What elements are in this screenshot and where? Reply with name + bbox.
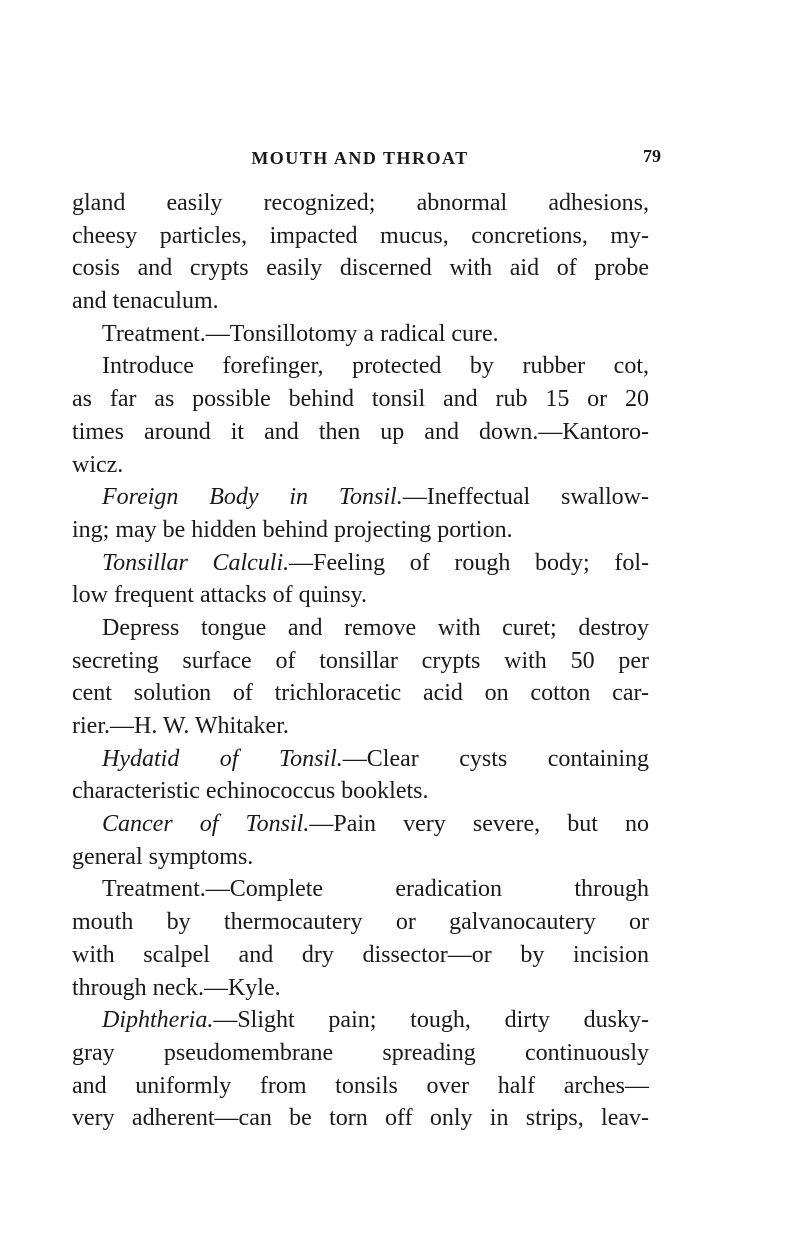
text-line: Treatment.—Complete eradication through [102, 876, 649, 903]
text-line: cent solution of trichloracetic acid on cotton car- [72, 680, 649, 707]
running-title: MOUTH AND THROAT [251, 148, 469, 168]
section-heading: Tonsillar Calculi. [102, 549, 290, 576]
text-line: gray pseudomembrane spreading continuously [72, 1039, 649, 1066]
section-heading: Hydatid of Tonsil. [102, 745, 343, 772]
section-heading: Diphtheria. [102, 1007, 214, 1034]
section-heading: Cancer of Tonsil. [102, 811, 310, 838]
text-line: times around it and then up and down.—Kantoro- [72, 418, 649, 445]
text-line: gland easily recognized; abnormal adhesions, [72, 190, 649, 216]
section-heading: Foreign Body in Tonsil. [102, 484, 403, 511]
text-line [72, 547, 649, 580]
section-text: —Pain very severe, but no [309, 811, 649, 838]
text-line: through neck.—Kyle. [72, 974, 281, 1001]
text-line: ing; may be hidden behind projecting portion. [72, 516, 513, 543]
section-text: —Clear cysts containing [342, 745, 649, 772]
text-line: mouth by thermocautery or galvanocautery or [72, 909, 649, 936]
text-line: Depress tongue and remove with curet; destroy [102, 614, 649, 641]
text-line: cosis and crypts easily discerned with aid of probe [72, 255, 649, 282]
text-line: low frequent attacks of quinsy. [72, 582, 368, 609]
text-line [72, 481, 649, 514]
text-line: general symptoms. [72, 843, 254, 870]
text-line: and uniformly from tonsils over half arches— [72, 1072, 649, 1099]
text-line: characteristic echinococcus booklets. [72, 778, 429, 805]
text-line: secreting surface of tonsillar crypts with 50 per [72, 647, 649, 674]
text-line: Treatment.—Tonsillotomy a radical cure. [102, 320, 499, 347]
text-line: as far as possible behind tonsil and rub 15 or 20 [72, 386, 649, 413]
section-text: —Ineffectual swallow- [402, 484, 649, 511]
running-head [60, 148, 660, 169]
text-line [72, 743, 649, 776]
text-line: wicz. [72, 451, 124, 478]
text-line: Introduce forefinger, protected by rubber cot, [102, 353, 649, 380]
section-text: —Slight pain; tough, dirty dusky- [213, 1007, 649, 1034]
text-line [72, 808, 649, 841]
text-line: very adherent—can be torn off only in strips, leav- [72, 1105, 649, 1132]
text-line: cheesy particles, impacted mucus, concretions, my- [72, 222, 649, 249]
page-number: 79 [643, 146, 661, 166]
section-text: —Feeling of rough body; fol- [289, 549, 649, 576]
text-line: with scalpel and dry dissector—or by incision [72, 941, 649, 968]
text-line: and tenaculum. [72, 288, 219, 315]
body-text [72, 187, 649, 1135]
text-line [72, 1004, 649, 1037]
text-line: rier.—H. W. Whitaker. [72, 713, 289, 739]
